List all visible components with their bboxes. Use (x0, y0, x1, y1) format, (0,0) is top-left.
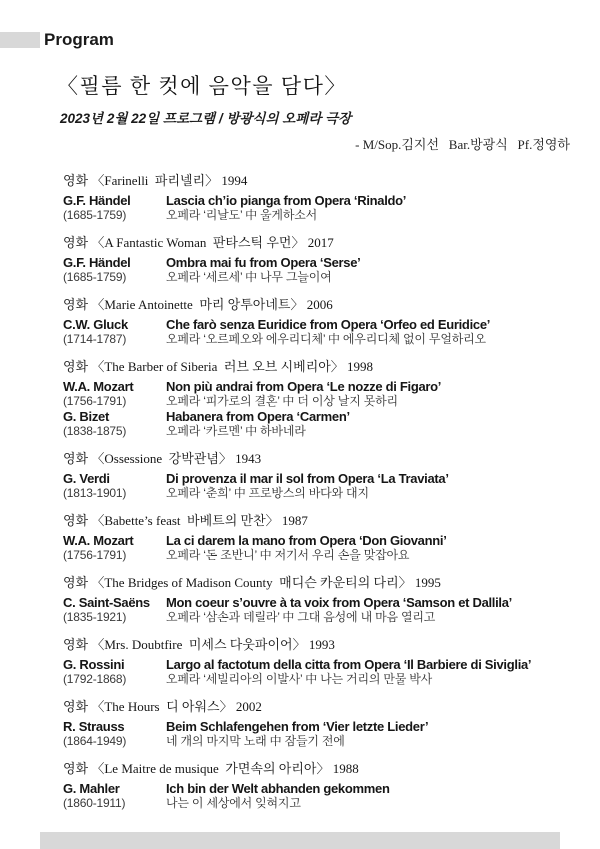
composer-name: G.F. Händel (63, 193, 131, 208)
piece-translation: 오페라 ‘돈 조반니’ 中 저기서 우리 손을 맞잡아요 (166, 548, 410, 562)
piece-main-row (63, 595, 570, 610)
composer-name: W.A. Mozart (63, 533, 134, 548)
composer-name: W.A. Mozart (63, 379, 134, 394)
composer-name: G. Rossini (63, 657, 125, 672)
piece-translation: 오페라 ‘삼손과 데릴라’ 中 그대 음성에 내 마음 열리고 (166, 610, 436, 624)
film-line: 영화 〈A Fantastic Woman 판타스틱 우먼〉 2017 (63, 235, 334, 250)
entries (63, 173, 570, 811)
piece-main-row (63, 781, 570, 796)
piece-sub-row (63, 486, 570, 501)
program-entry (63, 451, 570, 501)
program-entry (63, 699, 570, 749)
piece-title: Che farò senza Euridice from Opera ‘Orfeo ed Euridice’ (166, 317, 491, 332)
composer-dates: (1813-1901) (63, 486, 127, 500)
film-line: 영화 〈Babette’s feast 바베트의 만찬〉 1987 (63, 513, 308, 528)
piece-main-row (63, 533, 570, 548)
film-line: 영화 〈Mrs. Doubtfire 미세스 다웃파이어〉 1993 (63, 637, 335, 652)
piece-translation: 오페라 ‘춘희’ 中 프로방스의 바다와 대지 (166, 486, 369, 500)
concert-subtitle: 2023년 2월 22일 프로그램 / 방광식의 오페라 극장 (60, 111, 352, 126)
piece-main-row (63, 409, 570, 424)
program-entry (63, 575, 570, 625)
piece-title: Ich bin der Welt abhanden gekommen (166, 781, 390, 796)
piece-title: Ombra mai fu from Opera ‘Serse’ (166, 255, 361, 270)
piece-main-row (63, 193, 570, 208)
piece-sub-row (63, 610, 570, 625)
piece-sub-row (63, 796, 570, 811)
program-entry (63, 359, 570, 439)
piece-main-row (63, 255, 570, 270)
composer-dates: (1714-1787) (63, 332, 127, 346)
piece-sub-row (63, 424, 570, 439)
piece-sub-row (63, 394, 570, 409)
piece-translation: 나는 이 세상에서 잊혀지고 (166, 796, 301, 810)
piece-sub-row (63, 270, 570, 285)
composer-name: G. Bizet (63, 409, 109, 424)
piece-sub-row (63, 734, 570, 749)
piece-main-row (63, 379, 570, 394)
composer-name: G. Mahler (63, 781, 120, 796)
composer-dates: (1756-1791) (63, 548, 127, 562)
performers-line: - M/Sop.김지선 Bar.방광식 Pf.정영하 (355, 137, 570, 152)
film-line: 영화 〈Le Maitre de musique 가면속의 아리아〉 1988 (63, 761, 359, 776)
piece-main-row (63, 317, 570, 332)
composer-dates: (1860-1911) (63, 796, 126, 810)
piece-title: La ci darem la mano from Opera ‘Don Giovanni’ (166, 533, 447, 548)
program-entry (63, 173, 570, 223)
film-line: 영화 〈The Hours 디 아워스〉 2002 (63, 699, 262, 714)
program-label: Program (44, 30, 114, 49)
composer-dates: (1864-1949) (63, 734, 127, 748)
composer-name: C. Saint-Saëns (63, 595, 150, 610)
program-entry (63, 235, 570, 285)
film-line: 영화 〈Marie Antoinette 마리 앙투아네트〉 2006 (63, 297, 333, 312)
composer-name: R. Strauss (63, 719, 125, 734)
composer-dates: (1756-1791) (63, 394, 127, 408)
piece-translation: 오페라 ‘카르멘’ 中 하바네라 (166, 424, 306, 438)
film-line: 영화 〈Ossessione 강박관념〉 1943 (63, 451, 262, 466)
page-header (0, 30, 114, 50)
film-line: 영화 〈The Bridges of Madison County 매디슨 카운티의 다리〉 1995 (63, 575, 441, 590)
program-entry (63, 761, 570, 811)
piece-title: Largo al factotum della citta from Opera ‘Il Barbiere di Siviglia’ (166, 657, 532, 672)
piece-title: Lascia ch’io pianga from Opera ‘Rinaldo’ (166, 193, 407, 208)
piece-translation: 네 개의 마지막 노래 中 잠들기 전에 (166, 734, 345, 748)
piece-main-row (63, 471, 570, 486)
film-line: 영화 〈The Barber of Siberia 러브 오브 시베리아〉 1998 (63, 359, 374, 374)
piece-title: Di provenza il mar il sol from Opera ‘La Traviata’ (166, 471, 449, 486)
piece-translation: 오페라 ‘오르페오와 에우리디체’ 中 에우리디체 없이 무얼하리오 (166, 332, 486, 346)
piece-translation: 오페라 ‘세빌리아의 이발사’ 中 나는 거리의 만물 박사 (166, 672, 433, 686)
film-line: 영화 〈Farinelli 파리넬리〉 1994 (63, 173, 248, 188)
concert-title: 〈필름 한 컷에 음악을 담다〉 (57, 74, 347, 98)
composer-dates: (1792-1868) (63, 672, 127, 686)
piece-sub-row (63, 208, 570, 223)
composer-name: G.F. Händel (63, 255, 131, 270)
composer-dates: (1685-1759) (63, 270, 127, 284)
piece-translation: 오페라 ‘피가로의 결혼’ 中 더 이상 날지 못하리 (166, 394, 398, 408)
piece-title: Mon coeur s’ouvre à ta voix from Opera ‘Samson et Dallila’ (166, 595, 512, 610)
piece-sub-row (63, 332, 570, 347)
piece-sub-row (63, 548, 570, 563)
composer-dates: (1838-1875) (63, 424, 127, 438)
program-entry (63, 637, 570, 687)
piece-sub-row (63, 672, 570, 687)
piece-title: Habanera from Opera ‘Carmen’ (166, 409, 350, 424)
piece-translation: 오페라 ‘리날도’ 中 울게하소서 (166, 208, 318, 222)
composer-name: G. Verdi (63, 471, 110, 486)
header-gray-marker (0, 32, 40, 48)
composer-name: C.W. Gluck (63, 317, 128, 332)
footer-bar (40, 832, 560, 849)
piece-title: Beim Schlafengehen from ‘Vier letzte Lieder’ (166, 719, 429, 734)
program-content (57, 70, 570, 823)
piece-title: Non più andrai from Opera ‘Le nozze di Figaro’ (166, 379, 442, 394)
piece-main-row (63, 657, 570, 672)
piece-translation: 오페라 ‘세르세’ 中 나무 그늘이여 (166, 270, 332, 284)
composer-dates: (1835-1921) (63, 610, 127, 624)
program-entry (63, 297, 570, 347)
composer-dates: (1685-1759) (63, 208, 127, 222)
piece-main-row (63, 719, 570, 734)
program-entry (63, 513, 570, 563)
